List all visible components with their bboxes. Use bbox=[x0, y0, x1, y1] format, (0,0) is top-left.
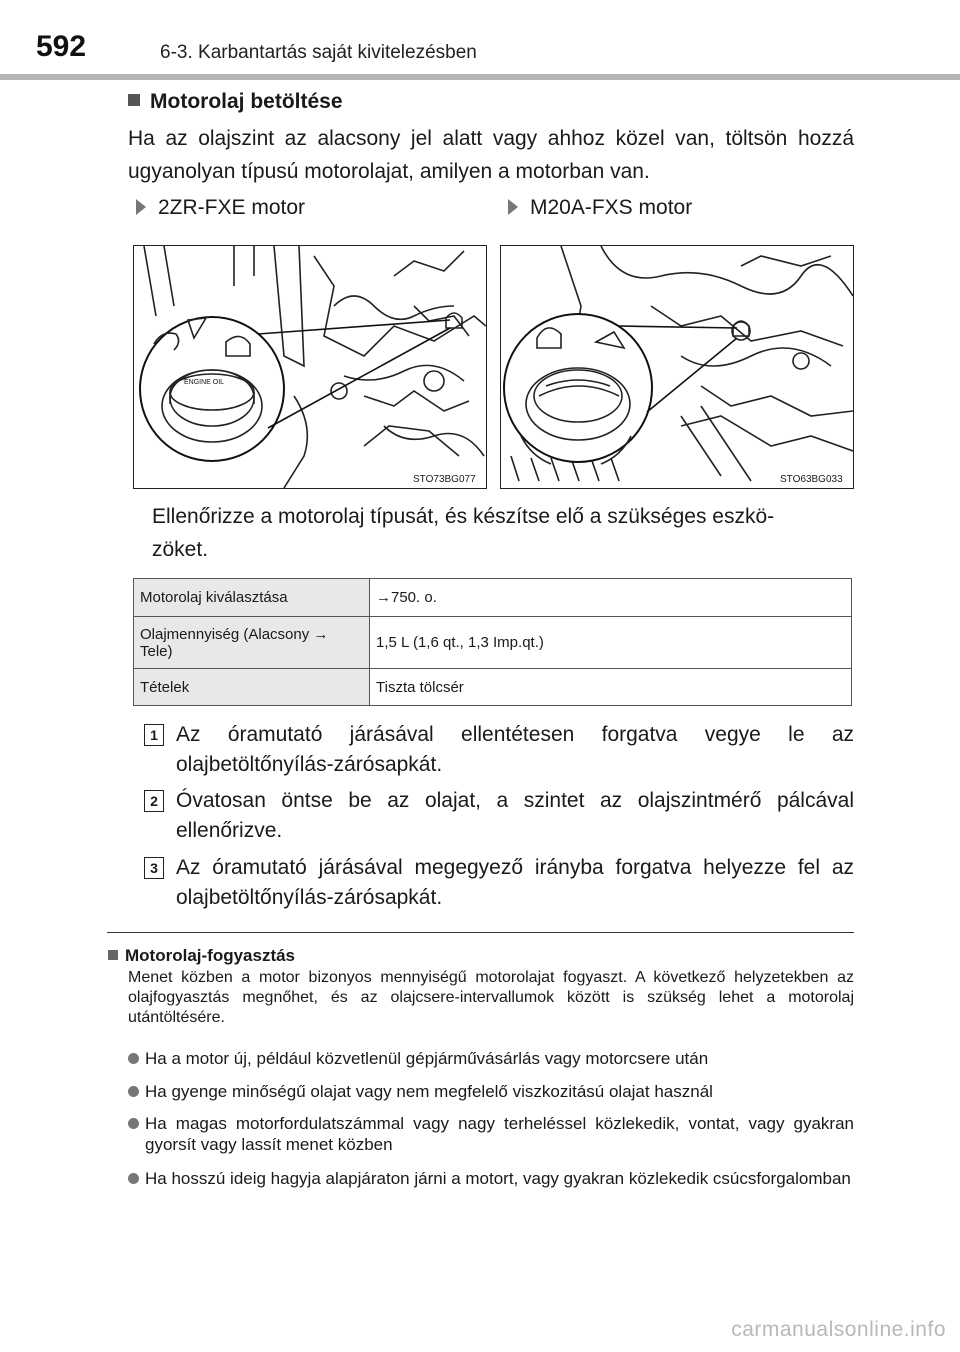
figure-code-right: STO63BG033 bbox=[780, 474, 843, 485]
step-number-badge: 1 bbox=[144, 724, 164, 746]
engine-drawing-right bbox=[501, 246, 853, 488]
list-item bbox=[128, 1048, 854, 1069]
note-title bbox=[108, 946, 295, 966]
step-2 bbox=[144, 786, 854, 846]
step-text: Az óramutató járásával megegyező irányba forgatva helyezze fel az olajbetöltőnyílás-zárósapkát. bbox=[176, 856, 854, 909]
bullet-dot-icon bbox=[128, 1173, 139, 1184]
engine-oil-cap-label: ENGINE OIL bbox=[184, 379, 225, 386]
bullet-text: Ha hosszú ideig hagyja alapjáraton járni a motort, vagy gyakran közlekedik csúcsforgalomban bbox=[145, 1169, 851, 1188]
check-line-1: Ellenőrizze a motorolaj típusát, és készítse elő a szükséges eszkö- bbox=[152, 505, 775, 528]
triangle-pointer-icon bbox=[508, 199, 518, 215]
triangle-pointer-icon bbox=[136, 199, 146, 215]
engine-illustration-right bbox=[500, 245, 854, 489]
table-key-cell: Motorolaj kiválasztása bbox=[134, 579, 370, 617]
engine-drawing-left bbox=[134, 246, 486, 488]
bullet-dot-icon bbox=[128, 1053, 139, 1064]
step-text: Az óramutató járásával ellentétesen forgatva vegye le az olajbetöltőnyílás-zárósapkát. bbox=[176, 723, 854, 776]
header-rule bbox=[0, 74, 960, 80]
table-key-cell: Tételek bbox=[134, 669, 370, 706]
engine-label-right bbox=[508, 196, 692, 220]
table-row bbox=[134, 579, 852, 617]
note-title-text: Motorolaj-fogyasztás bbox=[125, 946, 296, 965]
table-row bbox=[134, 669, 852, 706]
bullet-text: Ha a motor új, például közvetlenül gépjárművásárlás vagy motorcsere után bbox=[145, 1049, 709, 1068]
table-value-cell: →750. o. bbox=[370, 579, 852, 617]
watermark: carmanualsonline.info bbox=[731, 1318, 946, 1341]
engine-left-text: 2ZR-FXE motor bbox=[158, 196, 306, 219]
table-key-cell: Olajmennyiség (Alacsony → Tele) bbox=[134, 617, 370, 669]
step-1 bbox=[144, 720, 854, 780]
bullet-text: Ha magas motorfordulatszámmal vagy nagy terheléssel közlekedik, vontat, vagy gyakran gyorsít vagy lassít menet közben bbox=[145, 1114, 854, 1154]
requirements-table bbox=[133, 578, 852, 706]
note-paragraph: Menet közben a motor bizonyos mennyiségű motorolajat fogyaszt. A következő helyzetekben az olajfogyasztás megnőhet, és az olajcsere-intervallumok között is szükség lehet a motorolaj utántöltésére. bbox=[128, 969, 854, 1026]
step-number-badge: 2 bbox=[144, 790, 164, 812]
section-heading bbox=[128, 90, 343, 114]
engine-label-left bbox=[136, 196, 305, 220]
page-number: 592 bbox=[36, 30, 87, 63]
table-row bbox=[134, 617, 852, 669]
step-text: Óvatosan öntse be az olajat, a szintet az olajszintmérő pálcával ellenőrizve. bbox=[176, 789, 854, 842]
square-bullet-icon bbox=[128, 94, 140, 106]
bullet-dot-icon bbox=[128, 1086, 139, 1097]
bullet-dot-icon bbox=[128, 1118, 139, 1129]
step-3 bbox=[144, 853, 854, 913]
section-divider bbox=[107, 932, 854, 933]
list-item bbox=[128, 1081, 854, 1102]
list-item bbox=[128, 1113, 854, 1155]
list-item bbox=[128, 1168, 854, 1189]
engine-right-text: M20A-FXS motor bbox=[530, 196, 693, 219]
step-number-badge: 3 bbox=[144, 857, 164, 879]
heading-text: Motorolaj betöltése bbox=[150, 90, 343, 113]
bullet-text: Ha gyenge minőségű olajat vagy nem megfelelő viszkozitású olajat használ bbox=[145, 1082, 713, 1101]
intro-paragraph: Ha az olajszint az alacsony jel alatt vagy ahhoz közel van, töltsön hozzá ugyanolyan típusú motorolajat, amilyen a motorban van. bbox=[128, 127, 854, 183]
check-paragraph bbox=[152, 500, 852, 566]
engine-illustration-left bbox=[133, 245, 487, 489]
table-value-cell: 1,5 L (1,6 qt., 1,3 Imp.qt.) bbox=[370, 617, 852, 669]
square-bullet-icon bbox=[108, 950, 118, 960]
figure-code-left: STO73BG077 bbox=[413, 474, 476, 485]
table-value-cell: Tiszta tölcsér bbox=[370, 669, 852, 706]
check-line-2: zöket. bbox=[152, 538, 209, 561]
section-title: 6-3. Karbantartás saját kivitelezésben bbox=[160, 42, 477, 63]
